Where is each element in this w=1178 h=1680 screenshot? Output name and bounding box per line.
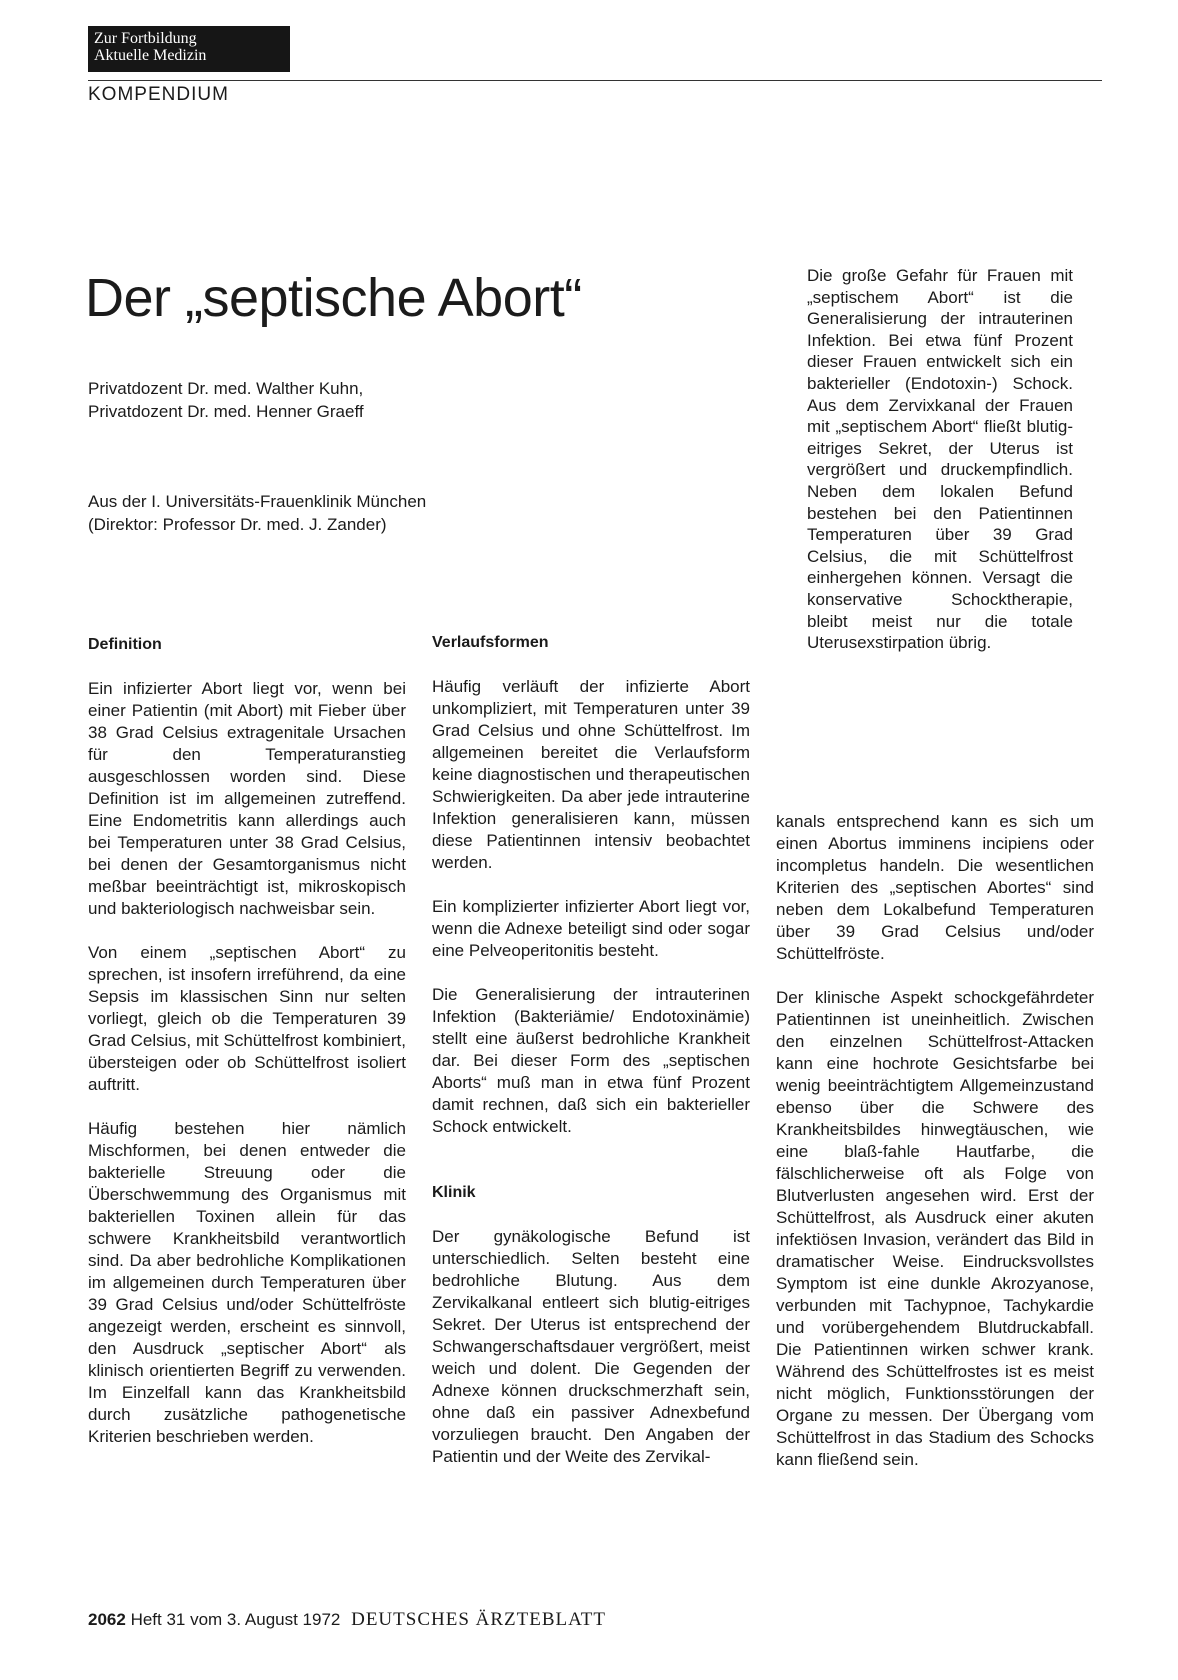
abstract-text: Die große Gefahr für Frauen mit „septischem Abort“ ist die Generalisierung der intrauterinen Infektion. Bei etwa fünf Prozent dieser Frauen entwickelt sich ein bakterieller (Endotoxin-) Schock. Aus dem Zervixkanal der Frauen mit „septischem Abort“ fließt blutig-eitriges Sekret, der Uterus ist vergrößert und druckempfindlich. Neben dem lokalen Befund bestehen bei den Patientinnen Temperaturen über 39 Grad Celsius, die mit Schüttelfrost einhergehen können. Versagt die konservative Schocktherapie, bleibt meist nur die totale Uterusexstirpation übrig.: [807, 266, 1073, 653]
paragraph: Häufig bestehen hier nämlich Mischformen, bei denen entweder die bakterielle Streuung oder die Überschwemmung des Organismus mit bakteriellen Toxinen allein für das schwere Krankheitsbild verantwortlich sind. Da aber bedrohliche Komplikationen im allgemeinen durch Temperaturen über 39 Grad Celsius und/oder Schüttelfröste angezeigt werden, erscheint es sinnvoll, den Ausdruck „septischer Abort“ als klinisch orientierten Begriff zu verwenden. Im Einzelfall kann das Krankheitsbild durch zusätzliche pathogenetische Kriterien beschrieben werden.: [88, 1119, 406, 1446]
author-2: Privatdozent Dr. med. Henner Graeff: [88, 402, 364, 421]
column-1: [88, 634, 406, 1470]
paragraph: Von einem „septischen Abort“ zu sprechen, ist insofern irreführend, da eine Sepsis im klassischen Sinn nur selten vorliegt, gleich ob die Temperaturen 39 Grad Celsius, mit Schüttelfrost kombiniert, übersteigen oder ob Schüttelfrost isoliert auftritt.: [88, 943, 406, 1094]
affiliation: [88, 490, 426, 536]
series-badge: [88, 26, 290, 72]
paragraph: Der gynäkologische Befund ist unterschiedlich. Selten besteht eine bedrohliche Blutung. Aus dem Zervikalkanal entleert sich blutig-eitriges Sekret. Der Uterus ist entsprechend der Schwangerschaftsdauer vergrößert, meist weich und dolent. Die Gegenden der Adnexe können druckschmerzhaft sein, ohne daß ein passiver Adnexbefund vorzuliegen braucht. Den Angaben der Patientin und der Weite des Zervikal-: [432, 1227, 750, 1466]
badge-line-1: Zur Fortbildung: [94, 30, 197, 47]
paragraph: Ein infizierter Abort liegt vor, wenn bei einer Patientin (mit Abort) mit Fieber über 38 Grad Celsius extragenitale Ursachen für den Temperaturanstieg ausgeschlossen worden sind. Diese Definition ist im allgemeinen zutreffend. Eine Endometritis kann allerdings auch bei Temperaturen unter 38 Grad Celsius, bei denen der Gesamtorganismus nicht meßbar beeinträchtigt ist, mikroskopisch und bakteriologisch nachweisbar sein.: [88, 679, 406, 918]
author-1: Privatdozent Dr. med. Walther Kuhn,: [88, 379, 364, 398]
paragraph: Häufig verläuft der infizierte Abort unkompliziert, mit Temperaturen unter 39 Grad Celsius und ohne Schüttelfrost. Im allgemeinen bereitet die Verlaufsform keine diagnostischen und therapeutischen Schwierigkeiten. Da aber jede intrauterine Infektion generalisieren kann, müssen diese Patientinnen intensiv beobachtet werden.: [432, 677, 750, 872]
authors: [88, 377, 364, 423]
header-rule: [88, 80, 1102, 81]
article-title: Der „septische Abort“: [85, 268, 582, 329]
paragraph: Der klinische Aspekt schockgefährdeter Patientinnen ist uneinheitlich. Zwischen den einzelnen Schüttelfrost-Attacken kann eine hochrote Gesichtsfarbe bei wenig beeinträchtigtem Allgemeinzustand ebenso über die Schwere des Krankheitsbildes hinwegtäuschen, wie eine blaß-fahle Hautfarbe, die fälschlicherweise oft als Folge von Blutverlusten angesehen wird. Erst der Schüttelfrost, als Ausdruck einer akuten infektiösen Invasion, verändert das Bild in dramatischer Weise. Eindrucksvollstes Symptom ist eine dunkle Akrozyanose, verbunden mit Tachypnoe, Tachykardie und vorübergehendem Blutdruckabfall. Die Patientinnen wirken schwer krank. Während des Schüttelfrostes ist es meist nicht möglich, Funktionsstörungen der Organe zu messen. Der Übergang vom Schüttelfrost in das Stadium des Schocks kann fließend sein.: [776, 988, 1094, 1469]
affiliation-line-1: Aus der I. Universitäts-Frauenklinik München: [88, 492, 427, 511]
column-2: [432, 632, 750, 1490]
heading-verlaufsformen: Verlaufsformen: [432, 634, 549, 651]
section-label: KOMPENDIUM: [88, 84, 229, 105]
issue-info: Heft 31 vom 3. August 1972: [130, 1610, 341, 1629]
abstract: [807, 265, 1073, 654]
affiliation-line-2: (Direktor: Professor Dr. med. J. Zander): [88, 515, 387, 534]
paragraph: Die Generalisierung der intrauterinen Infektion (Bakteriämie/ Endotoxinämie) stellt eine äußerst bedrohliche Krankheit dar. Bei dieser Form des „septischen Aborts“ muß man in etwa fünf Prozent damit rechnen, daß sich ein bakterieller Schock entwickelt.: [432, 985, 750, 1136]
badge-line-2: Aktuelle Medizin: [94, 47, 207, 64]
page-number: 2062: [88, 1610, 126, 1629]
column-3: [776, 811, 1094, 1493]
heading-klinik: Klinik: [432, 1184, 476, 1201]
page-footer: [88, 1609, 606, 1631]
journal-name: DEUTSCHES ÄRZTEBLATT: [351, 1609, 606, 1630]
paragraph: Ein komplizierter infizierter Abort liegt vor, wenn die Adnexe beteiligt sind oder sogar eine Pelveoperitonitis besteht.: [432, 897, 750, 960]
paragraph: kanals entsprechend kann es sich um einen Abortus imminens incipiens oder incompletus handeln. Die wesentlichen Kriterien des „septischen Abortes“ sind neben dem Lokalbefund Temperaturen über 39 Grad Celsius und/oder Schüttelfröste.: [776, 812, 1094, 963]
heading-definition: Definition: [88, 636, 162, 653]
